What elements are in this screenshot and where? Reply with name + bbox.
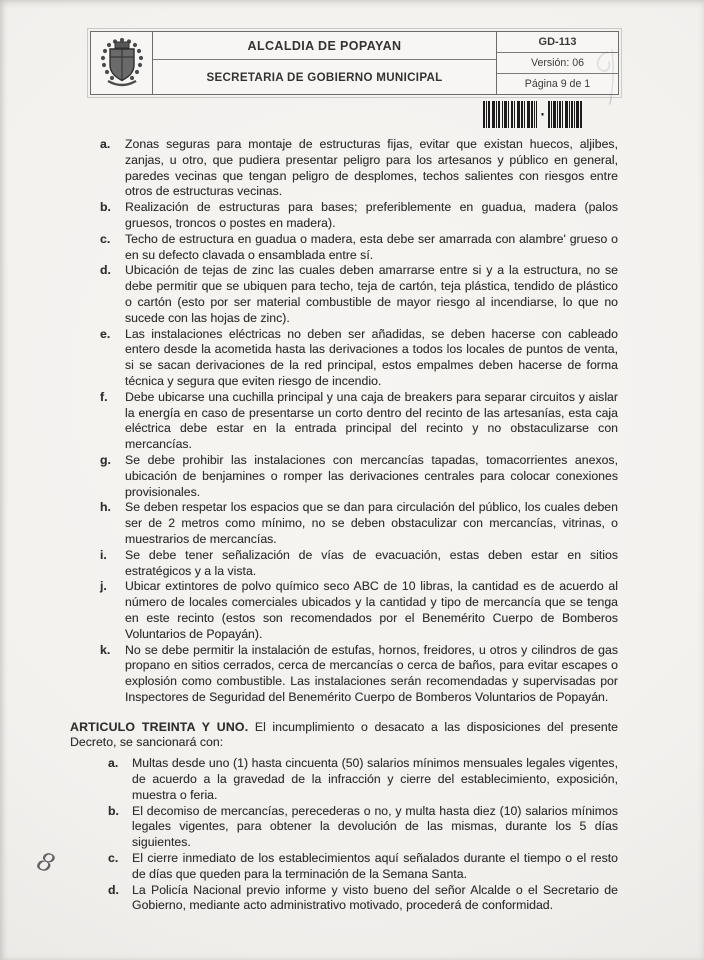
meta-cell bbox=[496, 32, 618, 94]
municipal-seal-icon bbox=[100, 37, 144, 89]
document-body bbox=[70, 137, 618, 914]
item-text: Se debe prohibir las instalaciones con mercancías tapadas, tomacorrientes anexos, ubicación de benjamines o romper las derivaciones centrales para colocar conexiones provisionales. bbox=[125, 452, 618, 499]
list-item bbox=[70, 137, 618, 200]
doc-code: GD-113 bbox=[538, 36, 577, 48]
item-marker: a. bbox=[100, 137, 111, 151]
item-text: Realización de estructuras para bases; preferiblemente en guadua, madera (palos gruesos, troncos o postes en madera). bbox=[125, 200, 618, 230]
list-item bbox=[70, 756, 618, 803]
list-item bbox=[70, 327, 618, 390]
item-text: Las instalaciones eléctricas no deben ser añadidas, se deben hacerse con cableado entero desde la acometida hasta las derivaciones a todos los locales de puntos de venta, si se sacan derivaciones de la red principal, estos empalmes deben hacerse de forma técnica y segura que eviten riesgo de incendio. bbox=[125, 326, 618, 388]
item-marker: i. bbox=[100, 547, 107, 562]
item-marker: d. bbox=[108, 882, 119, 897]
org-name: ALCALDIA DE POPAYAN bbox=[153, 32, 496, 60]
item-text: Zonas seguras para montaje de estructuras fijas, evitar que existan huecos, aljibes, zanjas, u otro, que pudiera presentar peligro para los artesanos y público en general, paredes vecinas que tengan peligro de desplomes, techos salientes con riesgos entre otros de estructuras vecinas. bbox=[125, 137, 618, 199]
item-marker: b. bbox=[100, 200, 111, 215]
list-item bbox=[70, 390, 618, 453]
item-text: Debe ubicarse una cuchilla principal y una caja de breakers para separar circuitos y aislar la energía en caso de presentarse un corto dentro del recinto de las artesanías, esta caja eléctrica debe estar en la entrada principal del recinto y no obstaculizarse con mercancías. bbox=[125, 389, 618, 452]
list-item bbox=[70, 453, 618, 500]
item-marker: j. bbox=[100, 579, 107, 594]
sanctions-list bbox=[70, 756, 618, 914]
handwritten-mark: 8 bbox=[33, 846, 59, 879]
logo-cell bbox=[91, 32, 153, 94]
list-item bbox=[70, 579, 618, 642]
list-item bbox=[70, 232, 618, 264]
item-text: No se debe permitir la instalación de estufas, hornos, freidores, u otros y cilindros de gas propano en sitios cerrados, cerca de mercancías o cerca de baños, para evitar escapes o explosión como combustible. Las instalaciones serán recomendadas y supervisadas por Inspectores de Seguridad del Benemérito Cuerpo de Bomberos Voluntarios de Popayán. bbox=[125, 642, 618, 704]
item-marker: c. bbox=[100, 231, 111, 246]
item-marker: a. bbox=[108, 756, 119, 771]
item-marker: c. bbox=[108, 851, 119, 866]
list-item bbox=[70, 263, 618, 326]
item-marker: b. bbox=[108, 803, 119, 818]
requirements-list bbox=[70, 137, 618, 706]
item-text: Se deben respetar los espacios que se dan para circulación del público, los cuales deben ser de 2 metros como mínimo, no se deben obstaculizar con mercancías, vitrinas, o muestrarios de mercancías. bbox=[125, 500, 618, 546]
item-text: El cierre inmediato de los establecimientos aquí señalados durante el tiempo o el resto de días que queden para la terminación de la Semana Santa. bbox=[132, 851, 618, 881]
item-text: Ubicación de tejas de zinc las cuales deben amarrarse entre si y a la estructura, no se debe permitir que se ubiquen para techo, teja de cartón, teja plástica, tendido de plástico o cartón (esto por ser material combustible de mayor riesgo al incendiarse, lo que no sucede con las hojas de zinc). bbox=[125, 263, 618, 325]
barcode-icon bbox=[483, 101, 582, 128]
item-marker: f. bbox=[100, 389, 108, 404]
dept-name: SECRETARIA DE GOBIERNO MUNICIPAL bbox=[206, 70, 443, 84]
article-text: El incumplimiento o desacato a las disposiciones del presente Decreto, se sancionará con: bbox=[70, 719, 618, 750]
list-item bbox=[70, 883, 618, 915]
title-cell bbox=[153, 32, 496, 94]
list-item bbox=[70, 548, 618, 580]
list-item bbox=[70, 851, 618, 883]
item-text: Multas desde uno (1) hasta cincuenta (50) salarios mínimos mensuales legales vigentes, de acuerdo a la gravedad de la infracción y cierre del establecimiento, exposición, muestra o feria. bbox=[132, 756, 618, 802]
item-text: Se debe tener señalización de vías de evacuación, estas deben estar en sitios estratégicos y a la vista. bbox=[125, 547, 618, 578]
item-text: Techo de estructura en guadua o madera, esta debe ser amarrada con alambre' grueso o en su defecto clavada o ensamblada entre sí. bbox=[125, 231, 618, 262]
item-text: Ubicar extintores de polvo químico seco ABC de 10 libras, la cantidad es de acuerdo al número de locales comerciales ubicados y la cantidad y tipo de mercancía que se tenga en este recinto (estos son recomendados por el Benemérito Cuerpo de Bomberos Voluntarios de Popayán). bbox=[125, 579, 618, 641]
list-item bbox=[70, 200, 618, 232]
item-marker: h. bbox=[100, 500, 111, 515]
item-marker: d. bbox=[100, 263, 111, 278]
item-marker: k. bbox=[100, 642, 111, 657]
list-item bbox=[70, 804, 618, 851]
list-item bbox=[70, 643, 618, 706]
item-text: El decomiso de mercancías, perecederas o no, y multa hasta diez (10) salarios mínimos legales vigentes, para obtener la devolución de las mismas, durante los 5 días siguientes. bbox=[132, 803, 618, 850]
item-marker: g. bbox=[100, 452, 111, 467]
item-marker: e. bbox=[100, 326, 111, 341]
doc-version: Versión: 06 bbox=[497, 52, 618, 73]
item-text: La Policía Nacional previo informe y visto bueno del señor Alcalde o el Secretario de Gobierno, mediante acto administrativo motivado, procederá de conformidad. bbox=[132, 882, 618, 913]
document-header-table bbox=[90, 31, 619, 95]
article-title: ARTICULO TREINTA Y UNO. bbox=[70, 719, 249, 734]
article-paragraph bbox=[70, 720, 618, 752]
doc-page-number: Página 9 de 1 bbox=[497, 73, 618, 94]
list-item bbox=[70, 500, 618, 547]
